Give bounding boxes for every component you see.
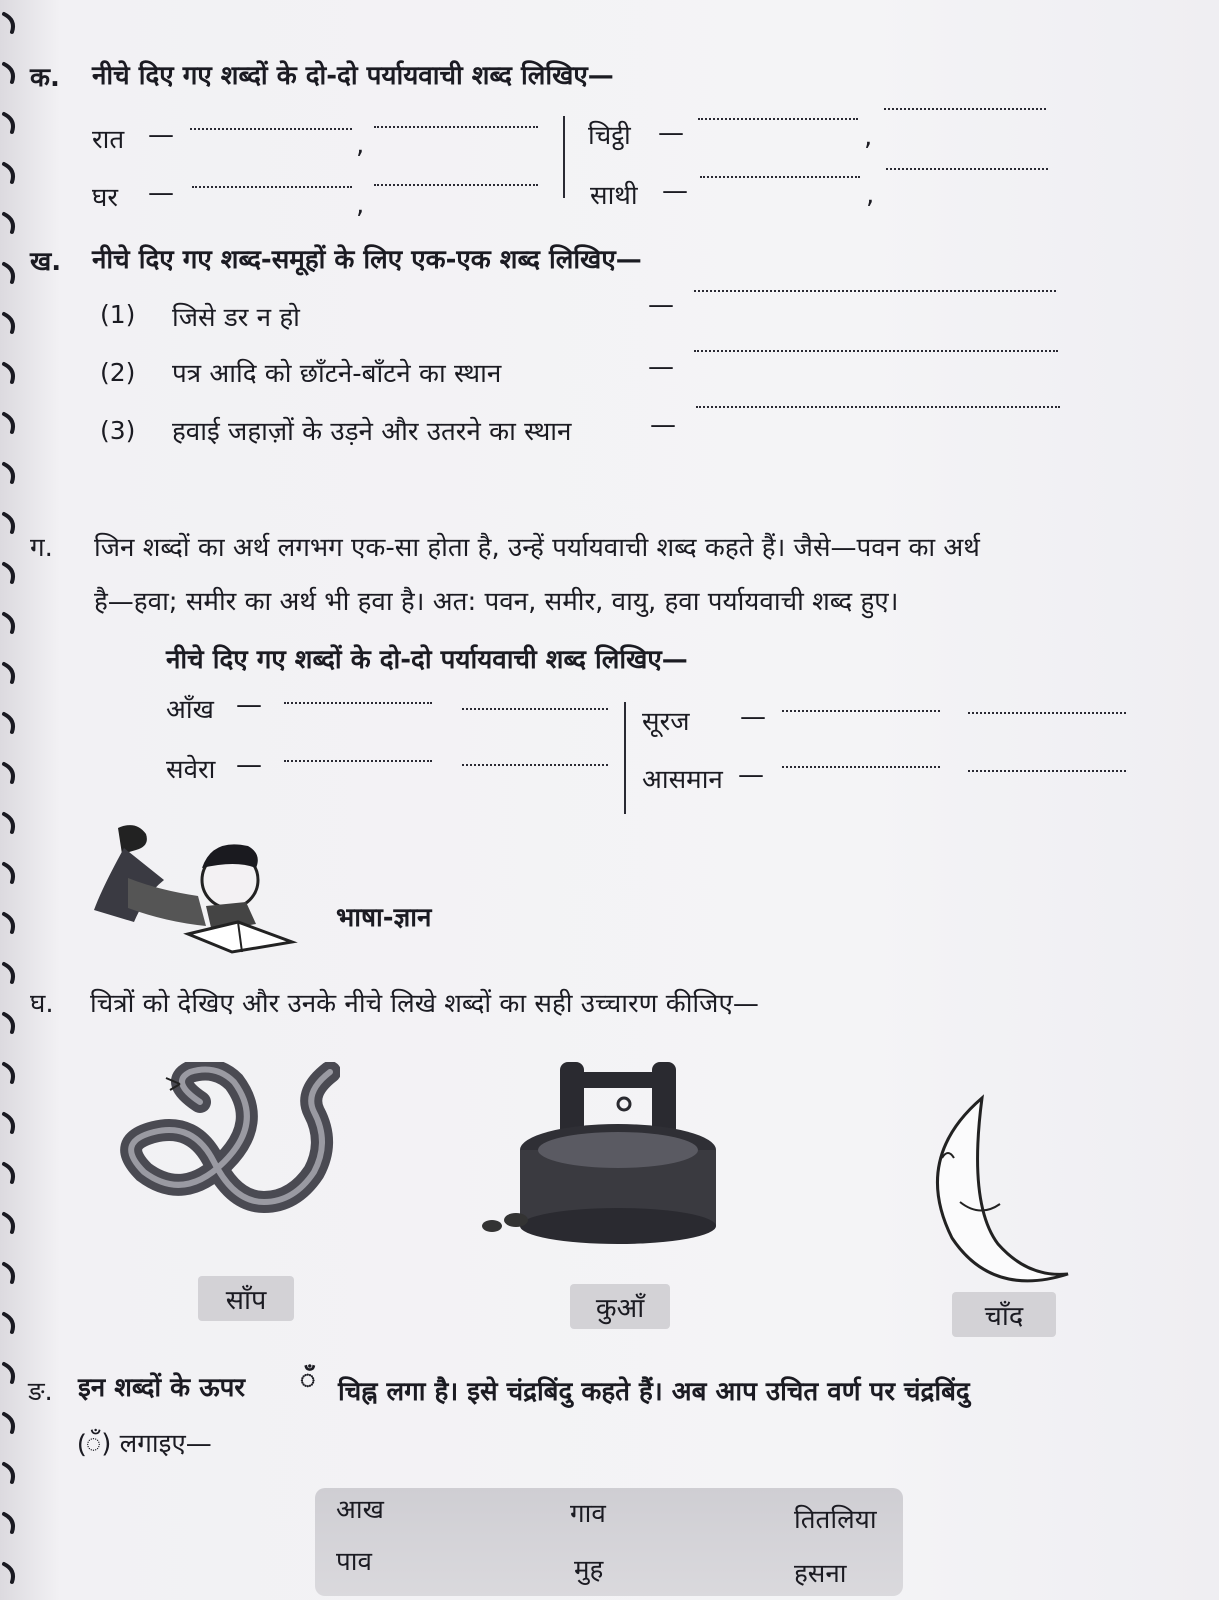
ga-word-savera: सवेरा [166, 755, 216, 785]
answer-blank[interactable] [374, 184, 538, 186]
answer-blank[interactable] [192, 186, 352, 188]
kha-dash: — [648, 290, 674, 320]
answer-blank[interactable] [700, 176, 860, 178]
answer-blank[interactable] [884, 108, 1046, 110]
kha-dash: — [648, 352, 674, 382]
ga-dash: — [740, 702, 766, 732]
ga-word-aankh: आँख [166, 695, 214, 725]
ka-dash: — [148, 178, 174, 208]
answer-blank[interactable] [374, 126, 538, 128]
answer-blank[interactable] [886, 168, 1048, 170]
answer-blank[interactable] [968, 712, 1126, 714]
kha-dash: — [650, 410, 676, 440]
answer-blank[interactable] [284, 760, 432, 762]
snake-label: साँप [198, 1276, 294, 1321]
ka-comma: , [356, 130, 365, 160]
gha-instruction: चित्रों को देखिए और उनके नीचे लिखे शब्दों का सही उच्चारण कीजिए— [90, 989, 759, 1019]
section-ka-marker: क. [30, 63, 60, 93]
nga-word[interactable]: आख [336, 1495, 384, 1525]
ka-dash: — [658, 118, 684, 148]
answer-blank[interactable] [968, 770, 1126, 772]
answer-blank[interactable] [782, 766, 940, 768]
section-kha-marker: ख. [30, 247, 62, 277]
ka-word-saathi: साथी [590, 181, 638, 211]
answer-blank[interactable] [694, 290, 1056, 292]
moon-label: चाँद [952, 1292, 1056, 1337]
answer-blank[interactable] [462, 708, 608, 710]
ga-dash: — [236, 690, 262, 720]
nga-word[interactable]: तितलिया [794, 1505, 877, 1535]
ga-paragraph-line1: जिन शब्दों का अर्थ लगभग एक-सा होता है, उन्हें पर्यायवाची शब्द कहते हैं। जैसे—पवन का अर्थ [94, 533, 980, 563]
nga-line1-part2: चिह्न लगा है। इसे चंद्रबिंदु कहते हैं। अब आप उचित वर्ण पर चंद्रबिंदु [338, 1377, 970, 1407]
answer-blank[interactable] [284, 702, 432, 704]
well-label: कुआँ [570, 1284, 670, 1329]
kha-item-text: पत्र आदि को छाँटने-बाँटने का स्थान [172, 359, 502, 389]
nga-line1-part1: इन शब्दों के ऊपर [78, 1373, 246, 1403]
section-nga-marker: ङ. [28, 1377, 53, 1407]
ka-word-chitthi: चिट्ठी [588, 121, 631, 151]
kha-item-number: (1) [100, 300, 136, 329]
ga-word-suraj: सूरज [642, 707, 690, 737]
moon-icon [920, 1094, 1080, 1284]
section-ka-instruction: नीचे दिए गए शब्दों के दो-दो पर्यायवाची शब्द लिखिए— [92, 61, 614, 91]
nga-word[interactable]: हसना [794, 1559, 847, 1589]
nga-word[interactable]: पाव [336, 1547, 372, 1577]
ka-comma: , [866, 180, 875, 210]
kha-item-text: हवाई जहाज़ों के उड़ने और उतरने का स्थान [172, 417, 572, 447]
section-ga-marker: ग. [30, 533, 53, 563]
ga-instruction: नीचे दिए गए शब्दों के दो-दो पर्यायवाची शब्द लिखिए— [166, 645, 688, 675]
nga-word[interactable]: गाव [570, 1499, 606, 1529]
answer-blank[interactable] [782, 710, 940, 712]
answer-blank[interactable] [694, 350, 1058, 352]
reading-boy-icon [88, 818, 298, 958]
answer-blank[interactable] [462, 764, 608, 766]
kha-item-number: (3) [100, 416, 136, 445]
column-divider [563, 116, 565, 198]
spiral-binding [0, 0, 40, 1600]
nga-line2: (ँ) लगाइए— [78, 1429, 212, 1459]
chandrabindu-symbol: ँ [300, 1365, 316, 1395]
ga-paragraph-line2: है—हवा; समीर का अर्थ भी हवा है। अत: पवन, समीर, वायु, हवा पर्यायवाची शब्द हुए। [94, 587, 899, 617]
well-icon [480, 1052, 730, 1252]
nga-word[interactable]: मुह [574, 1555, 604, 1585]
ka-word-raat: रात [92, 125, 125, 155]
section-gha-marker: घ. [30, 989, 54, 1019]
answer-blank[interactable] [696, 406, 1060, 408]
kha-item-number: (2) [100, 358, 136, 387]
ka-comma: , [356, 190, 365, 220]
ga-dash: — [236, 750, 262, 780]
ga-dash: — [738, 760, 764, 790]
bhasha-gyan-heading: भाषा-ज्ञान [336, 903, 432, 933]
ga-word-aasmaan: आसमान [642, 765, 723, 795]
ka-dash: — [148, 120, 174, 150]
kha-item-text: जिसे डर न हो [172, 303, 300, 333]
answer-blank[interactable] [698, 118, 858, 120]
section-kha-instruction: नीचे दिए गए शब्द-समूहों के लिए एक-एक शब्द लिखिए— [92, 245, 642, 275]
ka-dash: — [662, 176, 688, 206]
ka-comma: , [864, 122, 873, 152]
snake-icon [110, 1062, 340, 1252]
answer-blank[interactable] [190, 128, 352, 130]
column-divider [624, 702, 626, 814]
ka-word-ghar: घर [92, 183, 119, 213]
